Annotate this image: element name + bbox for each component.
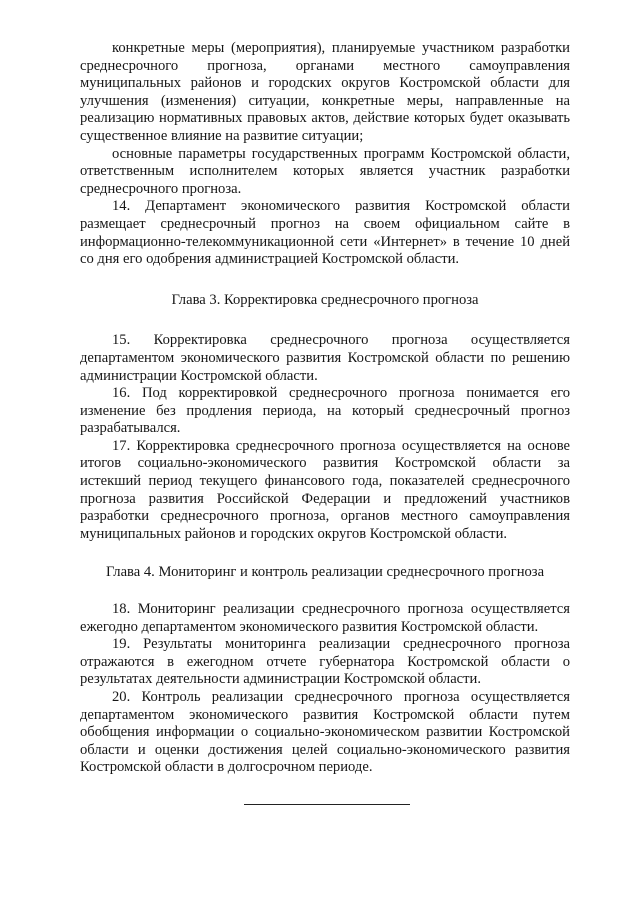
spacer bbox=[80, 309, 570, 332]
paragraph-state-programs: основные параметры государственных программ Костромской области, ответственным исполнителем которых является участник разработки среднесрочного прогноза. bbox=[80, 145, 570, 197]
paragraph-16: 16. Под корректировкой среднесрочного прогноза понимается его изменение без продления периода, на который среднесрочный прогноз разрабатывался. bbox=[80, 385, 570, 437]
spacer bbox=[80, 777, 570, 804]
spacer bbox=[80, 582, 570, 601]
paragraph-19: 19. Результаты мониторинга реализации среднесрочного прогноза отражаются в ежегодном отчете губернатора Костромской области о результатах деятельности администрации Костромской области. bbox=[80, 636, 570, 688]
chapter-4-title: Глава 4. Мониторинг и контроль реализации среднесрочного прогноза bbox=[105, 564, 545, 581]
document-page bbox=[80, 40, 570, 805]
spacer bbox=[80, 269, 570, 292]
paragraph-17: 17. Корректировка среднесрочного прогноза осуществляется на основе итогов социально-экономического развития Костромской области за истекший период текущего финансового года, показателей среднесрочного прогноза развития Российской Федерации и предложений участников разработки среднесрочного прогноза, органов местного самоуправления муниципальных районов и городских округов Костромской области. bbox=[80, 437, 570, 542]
paragraph-concrete-measures: конкретные меры (мероприятия), планируемые участником разработки среднесрочного прогноза, органами местного самоуправления муниципальных районов и городских округов Костромской области для улучшения (изменения) ситуации, конкретные меры, направленные на реализацию нормативных правовых актов, действие которых будет оказывать существенное влияние на развитие ситуации; bbox=[80, 40, 570, 144]
chapter-3-title: Глава 3. Корректировка среднесрочного прогноза bbox=[171, 291, 479, 308]
paragraph-15: 15. Корректировка среднесрочного прогноза осуществляется департаментом экономического развития Костромской области по решению администрации Костромской области. bbox=[80, 332, 570, 384]
spacer bbox=[80, 543, 570, 564]
end-divider bbox=[244, 804, 410, 805]
paragraph-18: 18. Мониторинг реализации среднесрочного прогноза осуществляется ежегодно департаментом экономического развития Костромской области. bbox=[80, 601, 570, 635]
paragraph-14: 14. Департамент экономического развития Костромской области размещает среднесрочный прогноз на своем официальном сайте в информационно-телекоммуникационной сети «Интернет» в течение 10 дней со дня его одобрения администрацией Костромской области. bbox=[80, 198, 570, 268]
paragraph-20: 20. Контроль реализации среднесрочного прогноза осуществляется департаментом экономического развития Костромской области путем обобщения информации о социально-экономическом развитии Костромской области и оценки достижения целей социально-экономического развития Костромской области в долгосрочном периоде. bbox=[80, 689, 570, 776]
